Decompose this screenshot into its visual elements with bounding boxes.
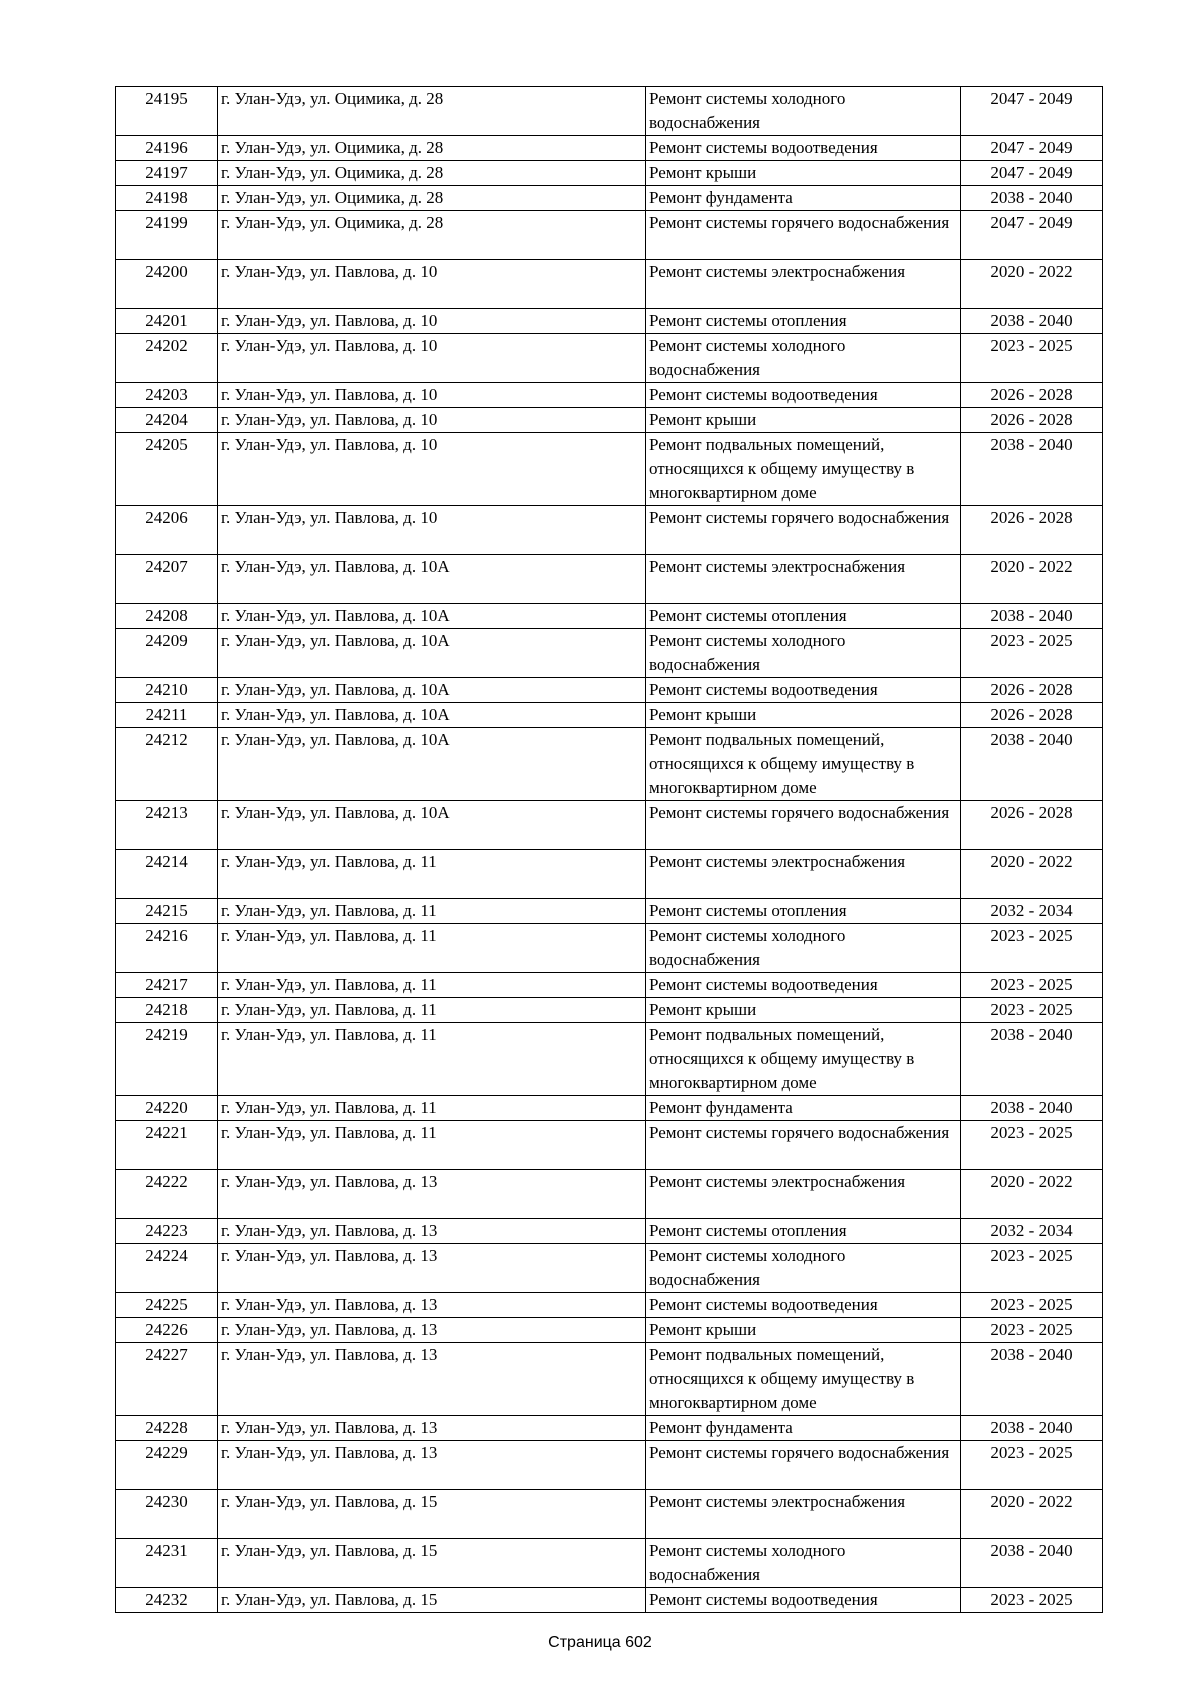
period-cell: 2026 - 2028 <box>961 678 1103 703</box>
period-cell: 2020 - 2022 <box>961 1490 1103 1539</box>
work-type-cell: Ремонт системы водоотведения <box>646 678 961 703</box>
address-cell: г. Улан-Удэ, ул. Павлова, д. 11 <box>218 1121 646 1170</box>
row-number-cell: 24208 <box>116 604 218 629</box>
table-row <box>116 629 1103 678</box>
table-row <box>116 1490 1103 1539</box>
row-number-cell: 24199 <box>116 211 218 260</box>
address-cell: г. Улан-Удэ, ул. Павлова, д. 10А <box>218 555 646 604</box>
work-type-cell: Ремонт системы электроснабжения <box>646 1490 961 1539</box>
row-number-cell: 24202 <box>116 334 218 383</box>
row-number-cell: 24210 <box>116 678 218 703</box>
row-number-cell: 24211 <box>116 703 218 728</box>
work-type-cell: Ремонт системы водоотведения <box>646 136 961 161</box>
period-cell: 2023 - 2025 <box>961 1293 1103 1318</box>
table-row <box>116 728 1103 801</box>
table-row <box>116 678 1103 703</box>
period-cell: 2023 - 2025 <box>961 1588 1103 1613</box>
period-cell: 2020 - 2022 <box>961 555 1103 604</box>
table-row <box>116 850 1103 899</box>
period-cell: 2020 - 2022 <box>961 850 1103 899</box>
row-number-cell: 24230 <box>116 1490 218 1539</box>
row-number-cell: 24217 <box>116 973 218 998</box>
address-cell: г. Улан-Удэ, ул. Павлова, д. 11 <box>218 850 646 899</box>
table-row <box>116 1244 1103 1293</box>
period-cell: 2020 - 2022 <box>961 260 1103 309</box>
address-cell: г. Улан-Удэ, ул. Оцимика, д. 28 <box>218 87 646 136</box>
work-type-cell: Ремонт крыши <box>646 703 961 728</box>
work-type-cell: Ремонт подвальных помещений, относящихся к общему имуществу в многоквартирном доме <box>646 1023 961 1096</box>
work-type-cell: Ремонт крыши <box>646 408 961 433</box>
work-type-cell: Ремонт крыши <box>646 161 961 186</box>
work-type-cell: Ремонт системы горячего водоснабжения <box>646 506 961 555</box>
table-row <box>116 1096 1103 1121</box>
table-row <box>116 555 1103 604</box>
address-cell: г. Улан-Удэ, ул. Павлова, д. 11 <box>218 1096 646 1121</box>
row-number-cell: 24228 <box>116 1416 218 1441</box>
row-number-cell: 24231 <box>116 1539 218 1588</box>
work-type-cell: Ремонт системы электроснабжения <box>646 555 961 604</box>
address-cell: г. Улан-Удэ, ул. Павлова, д. 13 <box>218 1441 646 1490</box>
row-number-cell: 24218 <box>116 998 218 1023</box>
period-cell: 2038 - 2040 <box>961 309 1103 334</box>
table-row <box>116 1416 1103 1441</box>
table-row <box>116 703 1103 728</box>
period-cell: 2047 - 2049 <box>961 87 1103 136</box>
work-type-cell: Ремонт фундамента <box>646 186 961 211</box>
period-cell: 2038 - 2040 <box>961 1023 1103 1096</box>
period-cell: 2032 - 2034 <box>961 1219 1103 1244</box>
table-row <box>116 383 1103 408</box>
address-cell: г. Улан-Удэ, ул. Павлова, д. 15 <box>218 1490 646 1539</box>
address-cell: г. Улан-Удэ, ул. Павлова, д. 10 <box>218 383 646 408</box>
table-row <box>116 1318 1103 1343</box>
row-number-cell: 24221 <box>116 1121 218 1170</box>
period-cell: 2047 - 2049 <box>961 211 1103 260</box>
address-cell: г. Улан-Удэ, ул. Оцимика, д. 28 <box>218 186 646 211</box>
address-cell: г. Улан-Удэ, ул. Павлова, д. 11 <box>218 924 646 973</box>
period-cell: 2023 - 2025 <box>961 1121 1103 1170</box>
period-cell: 2047 - 2049 <box>961 136 1103 161</box>
address-cell: г. Улан-Удэ, ул. Оцимика, д. 28 <box>218 211 646 260</box>
work-type-cell: Ремонт фундамента <box>646 1096 961 1121</box>
period-cell: 2026 - 2028 <box>961 408 1103 433</box>
address-cell: г. Улан-Удэ, ул. Павлова, д. 13 <box>218 1293 646 1318</box>
table-row <box>116 1219 1103 1244</box>
table-row <box>116 211 1103 260</box>
period-cell: 2038 - 2040 <box>961 433 1103 506</box>
period-cell: 2023 - 2025 <box>961 973 1103 998</box>
period-cell: 2023 - 2025 <box>961 1318 1103 1343</box>
period-cell: 2038 - 2040 <box>961 728 1103 801</box>
row-number-cell: 24206 <box>116 506 218 555</box>
table-row <box>116 1293 1103 1318</box>
repair-schedule-table <box>115 86 1103 1613</box>
address-cell: г. Улан-Удэ, ул. Павлова, д. 13 <box>218 1170 646 1219</box>
work-type-cell: Ремонт подвальных помещений, относящихся к общему имуществу в многоквартирном доме <box>646 728 961 801</box>
row-number-cell: 24204 <box>116 408 218 433</box>
address-cell: г. Улан-Удэ, ул. Павлова, д. 11 <box>218 998 646 1023</box>
period-cell: 2023 - 2025 <box>961 1244 1103 1293</box>
table-row <box>116 801 1103 850</box>
address-cell: г. Улан-Удэ, ул. Павлова, д. 10 <box>218 334 646 383</box>
row-number-cell: 24225 <box>116 1293 218 1318</box>
row-number-cell: 24207 <box>116 555 218 604</box>
work-type-cell: Ремонт крыши <box>646 1318 961 1343</box>
address-cell: г. Улан-Удэ, ул. Оцимика, д. 28 <box>218 136 646 161</box>
row-number-cell: 24205 <box>116 433 218 506</box>
period-cell: 2023 - 2025 <box>961 629 1103 678</box>
row-number-cell: 24213 <box>116 801 218 850</box>
work-type-cell: Ремонт системы электроснабжения <box>646 260 961 309</box>
table-row <box>116 506 1103 555</box>
table-row <box>116 899 1103 924</box>
work-type-cell: Ремонт системы горячего водоснабжения <box>646 211 961 260</box>
row-number-cell: 24195 <box>116 87 218 136</box>
table-row <box>116 1023 1103 1096</box>
work-type-cell: Ремонт системы горячего водоснабжения <box>646 1441 961 1490</box>
table-row <box>116 260 1103 309</box>
work-type-cell: Ремонт системы холодного водоснабжения <box>646 1244 961 1293</box>
row-number-cell: 24215 <box>116 899 218 924</box>
row-number-cell: 24222 <box>116 1170 218 1219</box>
row-number-cell: 24223 <box>116 1219 218 1244</box>
period-cell: 2038 - 2040 <box>961 1343 1103 1416</box>
address-cell: г. Улан-Удэ, ул. Оцимика, д. 28 <box>218 161 646 186</box>
work-type-cell: Ремонт системы холодного водоснабжения <box>646 87 961 136</box>
table-row <box>116 1170 1103 1219</box>
period-cell: 2038 - 2040 <box>961 186 1103 211</box>
work-type-cell: Ремонт системы горячего водоснабжения <box>646 801 961 850</box>
address-cell: г. Улан-Удэ, ул. Павлова, д. 10 <box>218 506 646 555</box>
row-number-cell: 24216 <box>116 924 218 973</box>
period-cell: 2026 - 2028 <box>961 506 1103 555</box>
row-number-cell: 24219 <box>116 1023 218 1096</box>
period-cell: 2026 - 2028 <box>961 703 1103 728</box>
table-row <box>116 1588 1103 1613</box>
work-type-cell: Ремонт системы горячего водоснабжения <box>646 1121 961 1170</box>
period-cell: 2026 - 2028 <box>961 801 1103 850</box>
table-row <box>116 161 1103 186</box>
table-row <box>116 408 1103 433</box>
table-row <box>116 998 1103 1023</box>
row-number-cell: 24227 <box>116 1343 218 1416</box>
work-type-cell: Ремонт системы отопления <box>646 1219 961 1244</box>
table-row <box>116 1441 1103 1490</box>
address-cell: г. Улан-Удэ, ул. Павлова, д. 10 <box>218 309 646 334</box>
work-type-cell: Ремонт крыши <box>646 998 961 1023</box>
row-number-cell: 24226 <box>116 1318 218 1343</box>
row-number-cell: 24198 <box>116 186 218 211</box>
work-type-cell: Ремонт системы водоотведения <box>646 1293 961 1318</box>
address-cell: г. Улан-Удэ, ул. Павлова, д. 13 <box>218 1244 646 1293</box>
period-cell: 2020 - 2022 <box>961 1170 1103 1219</box>
row-number-cell: 24220 <box>116 1096 218 1121</box>
work-type-cell: Ремонт системы холодного водоснабжения <box>646 629 961 678</box>
address-cell: г. Улан-Удэ, ул. Павлова, д. 11 <box>218 973 646 998</box>
period-cell: 2023 - 2025 <box>961 924 1103 973</box>
work-type-cell: Ремонт системы электроснабжения <box>646 850 961 899</box>
row-number-cell: 24229 <box>116 1441 218 1490</box>
address-cell: г. Улан-Удэ, ул. Павлова, д. 13 <box>218 1219 646 1244</box>
address-cell: г. Улан-Удэ, ул. Павлова, д. 10 <box>218 260 646 309</box>
work-type-cell: Ремонт системы водоотведения <box>646 383 961 408</box>
work-type-cell: Ремонт системы холодного водоснабжения <box>646 1539 961 1588</box>
period-cell: 2032 - 2034 <box>961 899 1103 924</box>
table-row <box>116 334 1103 383</box>
period-cell: 2038 - 2040 <box>961 1096 1103 1121</box>
work-type-cell: Ремонт фундамента <box>646 1416 961 1441</box>
period-cell: 2023 - 2025 <box>961 998 1103 1023</box>
table-row <box>116 1121 1103 1170</box>
work-type-cell: Ремонт системы холодного водоснабжения <box>646 334 961 383</box>
table-row <box>116 1539 1103 1588</box>
address-cell: г. Улан-Удэ, ул. Павлова, д. 10А <box>218 801 646 850</box>
period-cell: 2026 - 2028 <box>961 383 1103 408</box>
table-body <box>116 87 1103 1613</box>
row-number-cell: 24212 <box>116 728 218 801</box>
row-number-cell: 24203 <box>116 383 218 408</box>
table-row <box>116 973 1103 998</box>
work-type-cell: Ремонт подвальных помещений, относящихся к общему имуществу в многоквартирном доме <box>646 433 961 506</box>
period-cell: 2047 - 2049 <box>961 161 1103 186</box>
address-cell: г. Улан-Удэ, ул. Павлова, д. 10А <box>218 728 646 801</box>
table-row <box>116 924 1103 973</box>
row-number-cell: 24209 <box>116 629 218 678</box>
address-cell: г. Улан-Удэ, ул. Павлова, д. 10А <box>218 604 646 629</box>
row-number-cell: 24232 <box>116 1588 218 1613</box>
address-cell: г. Улан-Удэ, ул. Павлова, д. 10А <box>218 678 646 703</box>
row-number-cell: 24197 <box>116 161 218 186</box>
period-cell: 2023 - 2025 <box>961 1441 1103 1490</box>
address-cell: г. Улан-Удэ, ул. Павлова, д. 10 <box>218 433 646 506</box>
row-number-cell: 24201 <box>116 309 218 334</box>
address-cell: г. Улан-Удэ, ул. Павлова, д. 15 <box>218 1539 646 1588</box>
work-type-cell: Ремонт системы отопления <box>646 309 961 334</box>
table-row <box>116 87 1103 136</box>
row-number-cell: 24214 <box>116 850 218 899</box>
work-type-cell: Ремонт системы отопления <box>646 604 961 629</box>
page-number: Страница 602 <box>548 1634 652 1651</box>
address-cell: г. Улан-Удэ, ул. Павлова, д. 10А <box>218 703 646 728</box>
period-cell: 2038 - 2040 <box>961 1539 1103 1588</box>
address-cell: г. Улан-Удэ, ул. Павлова, д. 11 <box>218 1023 646 1096</box>
period-cell: 2038 - 2040 <box>961 604 1103 629</box>
table-row <box>116 433 1103 506</box>
table-row <box>116 186 1103 211</box>
row-number-cell: 24224 <box>116 1244 218 1293</box>
row-number-cell: 24196 <box>116 136 218 161</box>
work-type-cell: Ремонт системы водоотведения <box>646 973 961 998</box>
table-row <box>116 1343 1103 1416</box>
work-type-cell: Ремонт системы холодного водоснабжения <box>646 924 961 973</box>
work-type-cell: Ремонт системы водоотведения <box>646 1588 961 1613</box>
address-cell: г. Улан-Удэ, ул. Павлова, д. 15 <box>218 1588 646 1613</box>
address-cell: г. Улан-Удэ, ул. Павлова, д. 13 <box>218 1343 646 1416</box>
work-type-cell: Ремонт подвальных помещений, относящихся к общему имуществу в многоквартирном доме <box>646 1343 961 1416</box>
address-cell: г. Улан-Удэ, ул. Павлова, д. 13 <box>218 1416 646 1441</box>
row-number-cell: 24200 <box>116 260 218 309</box>
table-row <box>116 309 1103 334</box>
table-row <box>116 604 1103 629</box>
period-cell: 2038 - 2040 <box>961 1416 1103 1441</box>
work-type-cell: Ремонт системы отопления <box>646 899 961 924</box>
address-cell: г. Улан-Удэ, ул. Павлова, д. 13 <box>218 1318 646 1343</box>
period-cell: 2023 - 2025 <box>961 334 1103 383</box>
work-type-cell: Ремонт системы электроснабжения <box>646 1170 961 1219</box>
table-row <box>116 136 1103 161</box>
address-cell: г. Улан-Удэ, ул. Павлова, д. 11 <box>218 899 646 924</box>
address-cell: г. Улан-Удэ, ул. Павлова, д. 10 <box>218 408 646 433</box>
address-cell: г. Улан-Удэ, ул. Павлова, д. 10А <box>218 629 646 678</box>
